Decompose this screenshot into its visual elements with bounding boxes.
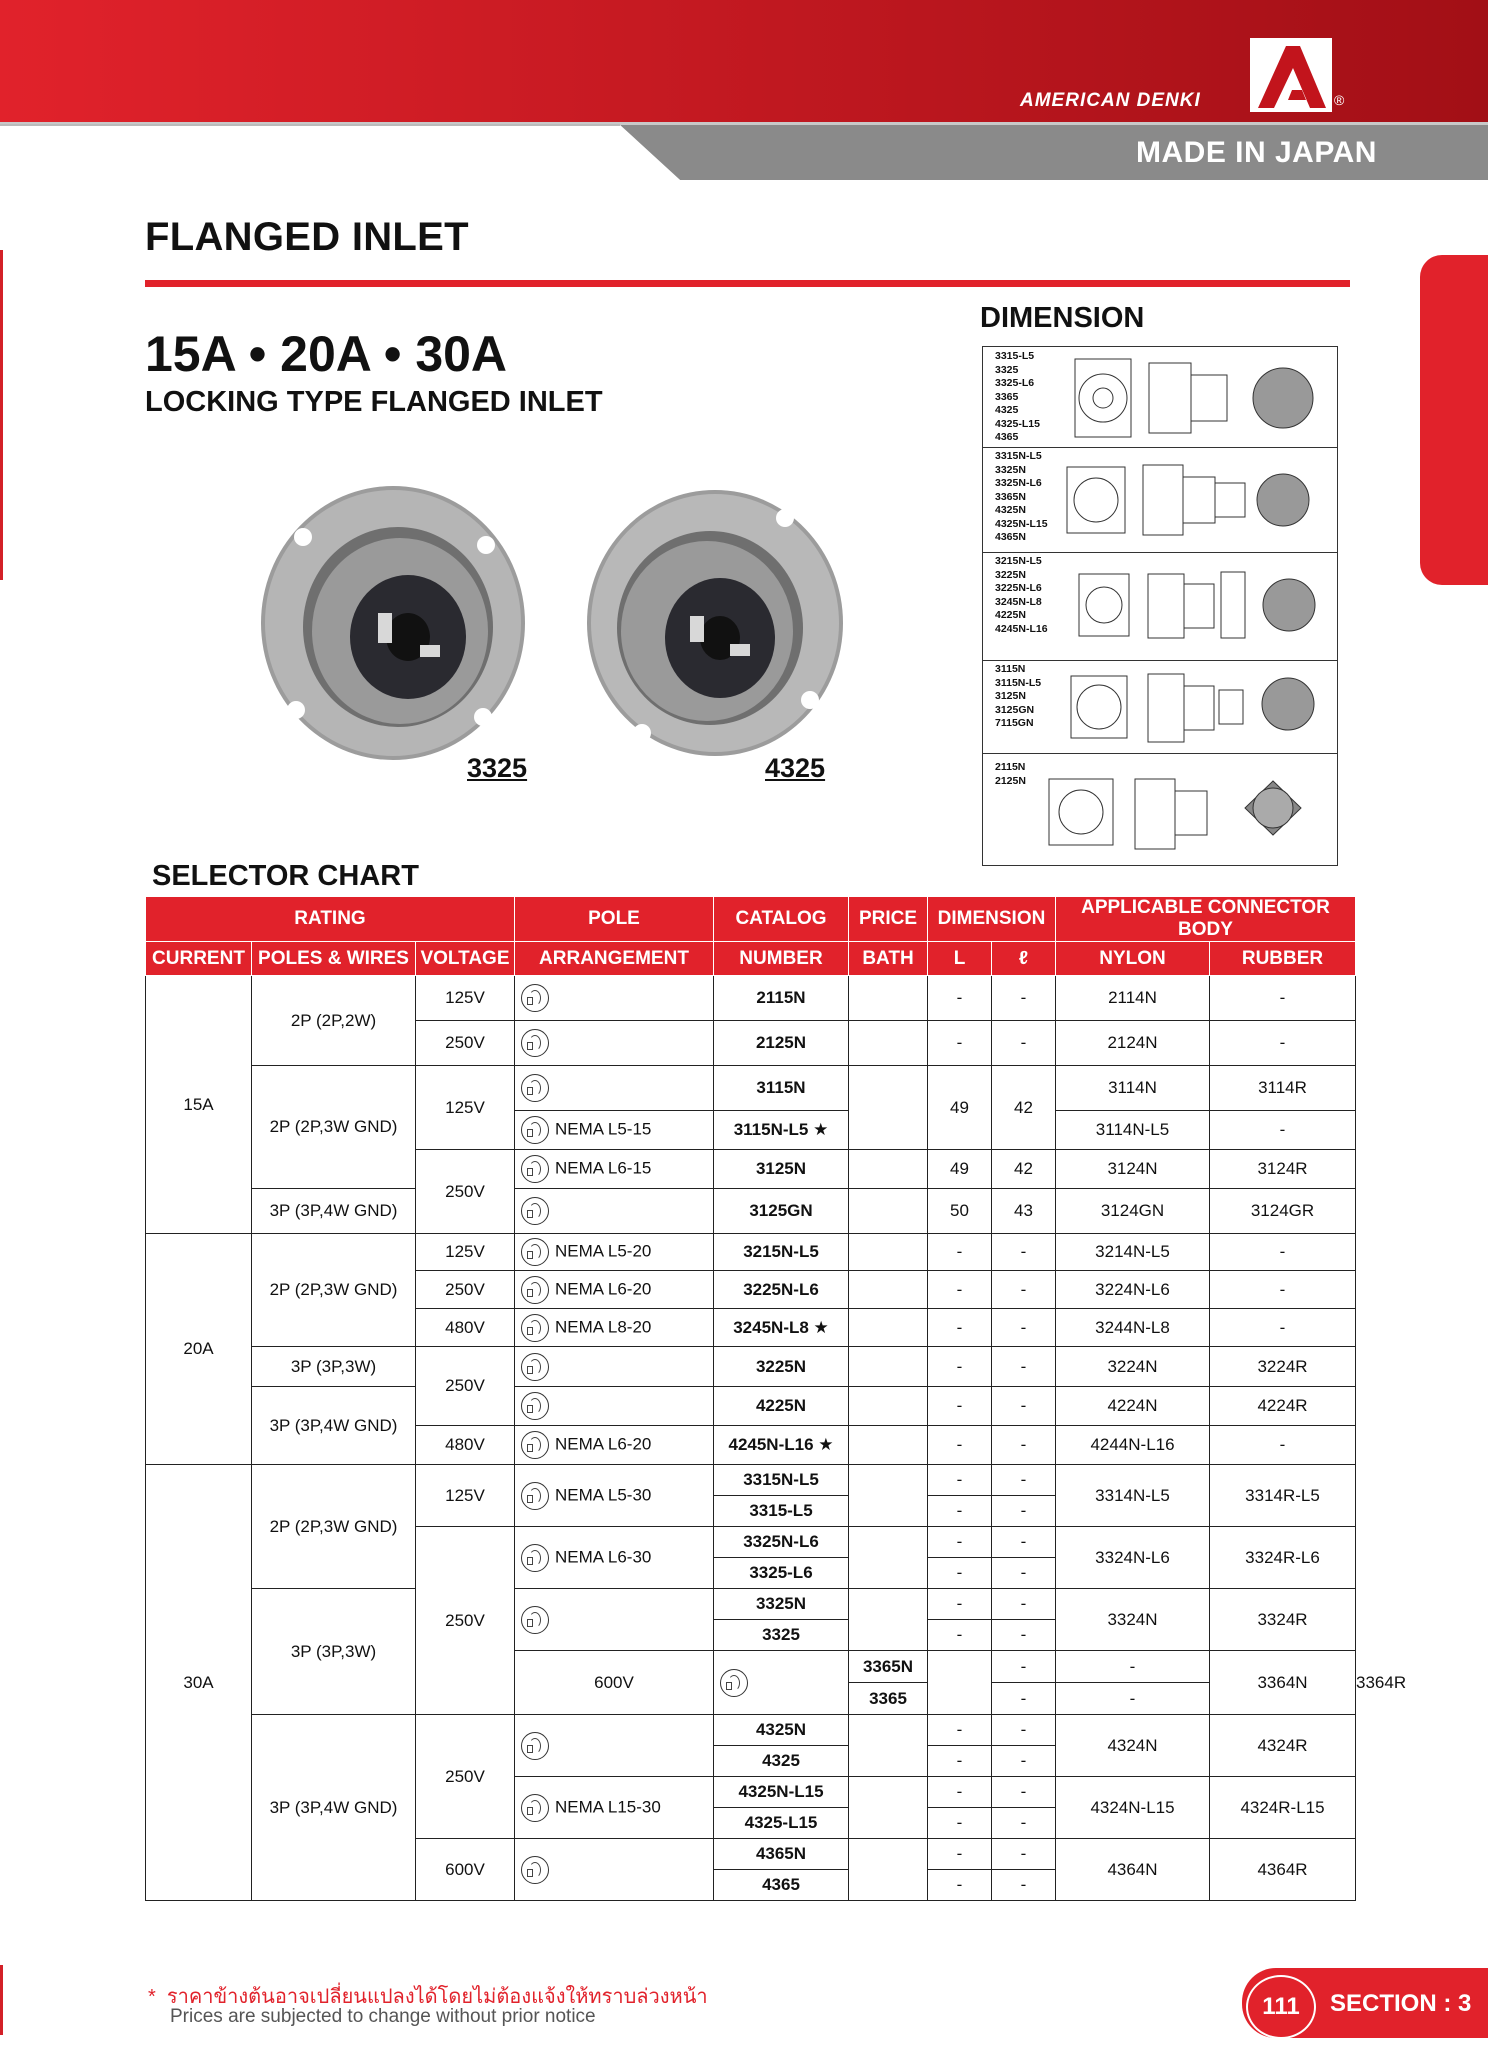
price-cell bbox=[849, 1189, 928, 1234]
pole-arrangement-icon bbox=[521, 1856, 549, 1884]
rubber-cell: 4324R-L15 bbox=[1210, 1777, 1356, 1839]
rubber-cell: - bbox=[1210, 976, 1356, 1021]
voltage-cell: 125V bbox=[416, 1234, 515, 1271]
diml-cell: - bbox=[992, 1620, 1056, 1651]
nylon-cell: 3364N bbox=[1210, 1651, 1356, 1715]
dimension-drawing bbox=[983, 552, 1337, 660]
header-rubber: RUBBER bbox=[1210, 942, 1356, 976]
nylon-cell: 4364N bbox=[1056, 1839, 1210, 1901]
table-header-row-1 bbox=[146, 897, 1356, 942]
pole-cell bbox=[515, 1271, 714, 1309]
price-cell bbox=[849, 1150, 928, 1189]
poles-cell: 3P (3P,3W) bbox=[252, 1347, 416, 1387]
table-row bbox=[146, 976, 1356, 1021]
pole-arrangement-icon bbox=[521, 1606, 549, 1634]
page-title: FLANGED INLET bbox=[145, 215, 469, 259]
product-subtitle: LOCKING TYPE FLANGED INLET bbox=[145, 386, 603, 418]
diml-cell: - bbox=[992, 1234, 1056, 1271]
header-dimension: DIMENSION bbox=[928, 897, 1056, 942]
pole-cell bbox=[515, 1234, 714, 1271]
dimL-cell: 50 bbox=[928, 1189, 992, 1234]
header-poles-wires: POLES & WIRES bbox=[252, 942, 416, 976]
diml-cell: - bbox=[1056, 1651, 1210, 1683]
nylon-cell: 3124GN bbox=[1056, 1189, 1210, 1234]
nylon-cell: 3224N-L6 bbox=[1056, 1271, 1210, 1309]
header-voltage: VOLTAGE bbox=[416, 942, 515, 976]
price-cell bbox=[849, 1839, 928, 1901]
price-cell bbox=[849, 976, 928, 1021]
rubber-cell: 3124GR bbox=[1210, 1189, 1356, 1234]
poles-cell: 3P (3P,4W GND) bbox=[252, 1189, 416, 1234]
nema-label: NEMA L6-20 bbox=[555, 1434, 652, 1454]
dimension-group-3 bbox=[983, 552, 1337, 661]
diml-cell: - bbox=[992, 1271, 1056, 1309]
dimL-cell: - bbox=[928, 1426, 992, 1465]
rubber-cell: 3124R bbox=[1210, 1150, 1356, 1189]
pole-arrangement-icon bbox=[521, 1353, 549, 1381]
product-photo-4325 bbox=[580, 488, 850, 763]
dimL-cell: - bbox=[928, 976, 992, 1021]
poles-cell: 2P (2P,2W) bbox=[252, 976, 416, 1066]
price-cell bbox=[849, 1347, 928, 1387]
diml-cell: - bbox=[992, 976, 1056, 1021]
diml-cell: - bbox=[992, 1387, 1056, 1426]
nylon-cell: 3224N bbox=[1056, 1347, 1210, 1387]
diml-cell: 43 bbox=[992, 1189, 1056, 1234]
rubber-cell: - bbox=[1210, 1309, 1356, 1347]
catalog-cell: 4365 bbox=[714, 1870, 849, 1901]
pole-cell bbox=[515, 1715, 714, 1777]
section-side-tab bbox=[1420, 255, 1488, 585]
pole-arrangement-icon bbox=[521, 1276, 549, 1304]
diml-cell: - bbox=[992, 1426, 1056, 1465]
pole-cell bbox=[515, 1189, 714, 1234]
nema-label: NEMA L6-20 bbox=[555, 1278, 652, 1298]
catalog-cell: 3325-L6 bbox=[714, 1558, 849, 1589]
diml-cell: 42 bbox=[992, 1150, 1056, 1189]
dimension-catalogs: 2115N 2125N bbox=[995, 761, 1026, 787]
catalog-cell: 3315-L5 bbox=[714, 1496, 849, 1527]
diml-cell: - bbox=[992, 1715, 1056, 1746]
rubber-cell: - bbox=[1210, 1234, 1356, 1271]
catalog-cell: 4365N bbox=[714, 1839, 849, 1870]
pole-arrangement-icon bbox=[521, 1116, 549, 1144]
header-nylon: NYLON bbox=[1056, 942, 1210, 976]
diml-cell: - bbox=[992, 1808, 1056, 1839]
voltage-cell: 600V bbox=[416, 1839, 515, 1901]
poles-cell: 3P (3P,4W GND) bbox=[252, 1715, 416, 1901]
catalog-cell: 4325N-L15 bbox=[714, 1777, 849, 1808]
rubber-cell: 3114R bbox=[1210, 1066, 1356, 1111]
dimL-cell: - bbox=[928, 1620, 992, 1651]
voltage-cell: 600V bbox=[515, 1651, 714, 1715]
nylon-cell: 4324N bbox=[1056, 1715, 1210, 1777]
dimL-cell: - bbox=[928, 1870, 992, 1901]
pole-arrangement-icon bbox=[521, 984, 549, 1012]
diml-cell: - bbox=[992, 1558, 1056, 1589]
diml-cell: - bbox=[992, 1746, 1056, 1777]
nylon-cell: 3324N-L6 bbox=[1056, 1527, 1210, 1589]
dimension-drawings bbox=[982, 346, 1338, 866]
catalog-cell: 3315N-L5 bbox=[714, 1465, 849, 1496]
current-cell: 20A bbox=[146, 1234, 252, 1465]
catalog-cell: 3125GN bbox=[714, 1189, 849, 1234]
catalog-cell: 2125N bbox=[714, 1021, 849, 1066]
header-bath: BATH bbox=[849, 942, 928, 976]
current-cell: 15A bbox=[146, 976, 252, 1234]
nylon-cell: 3214N-L5 bbox=[1056, 1234, 1210, 1271]
rubber-cell: 3324R bbox=[1210, 1589, 1356, 1651]
nylon-cell: 2114N bbox=[1056, 976, 1210, 1021]
product-label-3325: 3325 bbox=[467, 753, 528, 783]
poles-cell: 2P (2P,3W GND) bbox=[252, 1066, 416, 1189]
product-label-4325: 4325 bbox=[765, 753, 826, 783]
header-l: ℓ bbox=[992, 942, 1056, 976]
nylon-cell: 3324N bbox=[1056, 1589, 1210, 1651]
current-cell: 30A bbox=[146, 1465, 252, 1901]
price-cell bbox=[849, 1021, 928, 1066]
nylon-cell: 2124N bbox=[1056, 1021, 1210, 1066]
catalog-cell: 3225N bbox=[714, 1347, 849, 1387]
dimL-cell: - bbox=[928, 1808, 992, 1839]
nylon-cell: 3244N-L8 bbox=[1056, 1309, 1210, 1347]
dimension-group-4 bbox=[983, 660, 1337, 754]
nema-label: NEMA L6-30 bbox=[555, 1546, 652, 1566]
price-cell bbox=[849, 1715, 928, 1777]
dimL-cell: - bbox=[928, 1271, 992, 1309]
header-current: CURRENT bbox=[146, 942, 252, 976]
table-row bbox=[146, 1715, 1356, 1746]
pole-arrangement-icon bbox=[521, 1392, 549, 1420]
diml-cell: - bbox=[992, 1496, 1056, 1527]
voltage-cell: 125V bbox=[416, 1465, 515, 1527]
poles-cell: 3P (3P,3W) bbox=[252, 1589, 416, 1715]
catalog-cell: 4325N bbox=[714, 1715, 849, 1746]
dimL-cell: - bbox=[928, 1715, 992, 1746]
diml-cell: - bbox=[992, 1777, 1056, 1808]
pole-cell bbox=[515, 1465, 714, 1527]
header-catalog: CATALOG bbox=[714, 897, 849, 942]
dimL-cell: - bbox=[928, 1777, 992, 1808]
voltage-cell: 125V bbox=[416, 976, 515, 1021]
poles-cell: 3P (3P,4W GND) bbox=[252, 1387, 416, 1465]
voltage-cell: 250V bbox=[416, 1021, 515, 1066]
table-row bbox=[146, 1189, 1356, 1234]
selector-chart-title: SELECTOR CHART bbox=[152, 860, 419, 892]
table-row bbox=[146, 1347, 1356, 1387]
dimension-catalogs: 3115N 3115N-L5 3125N 3125GN 7115GN bbox=[995, 663, 1042, 729]
rubber-cell: 3314R-L5 bbox=[1210, 1465, 1356, 1527]
dimension-drawing bbox=[983, 753, 1337, 865]
table-row bbox=[146, 1589, 1356, 1620]
nylon-cell: 3124N bbox=[1056, 1150, 1210, 1189]
diml-cell: - bbox=[992, 1347, 1056, 1387]
thai-note-text: ราคาข้างต้นอาจเปลี่ยนแปลงได้โดยไม่ต้องแจ้งให้ทราบล่วงหน้า bbox=[166, 1986, 708, 2008]
dimL-cell: - bbox=[928, 1527, 992, 1558]
pole-arrangement-icon bbox=[521, 1431, 549, 1459]
dimL-cell: - bbox=[928, 1347, 992, 1387]
dimension-catalogs: 3315N-L5 3325N 3325N-L6 3365N 4325N 4325N-L15 4365N bbox=[995, 450, 1048, 543]
dimL-cell: - bbox=[992, 1651, 1056, 1683]
pole-cell bbox=[515, 1347, 714, 1387]
dimension-group-1 bbox=[983, 347, 1337, 448]
dimension-drawing bbox=[983, 447, 1337, 552]
pole-arrangement-icon bbox=[521, 1197, 549, 1225]
dimL-cell: - bbox=[928, 1387, 992, 1426]
price-cell bbox=[849, 1271, 928, 1309]
rubber-cell: 4224R bbox=[1210, 1387, 1356, 1426]
left-edge-marker bbox=[0, 250, 3, 580]
price-cell bbox=[849, 1465, 928, 1527]
pole-arrangement-icon bbox=[521, 1544, 549, 1572]
catalog-cell: 3125N bbox=[714, 1150, 849, 1189]
rubber-cell: - bbox=[1210, 1426, 1356, 1465]
diml-cell: - bbox=[992, 1589, 1056, 1620]
pole-cell bbox=[515, 1527, 714, 1589]
dimL-cell: - bbox=[928, 1496, 992, 1527]
header-number: NUMBER bbox=[714, 942, 849, 976]
pole-arrangement-icon bbox=[720, 1669, 748, 1697]
nema-label: NEMA L5-15 bbox=[555, 1119, 652, 1139]
nema-label: NEMA L6-15 bbox=[555, 1158, 652, 1178]
diml-cell: - bbox=[992, 1021, 1056, 1066]
pole-cell bbox=[515, 1426, 714, 1465]
table-row bbox=[146, 1387, 1356, 1426]
rubber-cell: 3224R bbox=[1210, 1347, 1356, 1387]
product-photo-3325 bbox=[258, 485, 528, 765]
pole-cell bbox=[515, 1111, 714, 1150]
pole-cell bbox=[515, 1839, 714, 1901]
dimL-cell: - bbox=[992, 1683, 1056, 1715]
dimL-cell: - bbox=[928, 1465, 992, 1496]
rubber-cell: 4364R bbox=[1210, 1839, 1356, 1901]
pole-arrangement-icon bbox=[521, 1482, 549, 1510]
poles-cell: 2P (2P,3W GND) bbox=[252, 1465, 416, 1589]
rubber-cell: - bbox=[1210, 1111, 1356, 1150]
title-divider bbox=[145, 280, 1350, 287]
catalog-cell: 3245N-L8 ★ bbox=[714, 1309, 849, 1347]
rubber-cell: - bbox=[1210, 1021, 1356, 1066]
nema-label: NEMA L5-20 bbox=[555, 1241, 652, 1261]
header-L: L bbox=[928, 942, 992, 976]
pole-arrangement-icon bbox=[521, 1029, 549, 1057]
nylon-cell: 3314N-L5 bbox=[1056, 1465, 1210, 1527]
page-number: 111 bbox=[1246, 1975, 1316, 2039]
header-connector: APPLICABLE CONNECTOR BODY bbox=[1056, 897, 1356, 942]
voltage-cell: 250V bbox=[416, 1527, 515, 1715]
dimL-cell: - bbox=[928, 1309, 992, 1347]
footer-english-note: Prices are subjected to change without prior notice bbox=[170, 2006, 596, 2027]
dimL-cell: 49 bbox=[928, 1150, 992, 1189]
section-label: SECTION : 3 bbox=[1330, 1990, 1472, 2017]
catalog-cell: 4325-L15 bbox=[714, 1808, 849, 1839]
pole-cell bbox=[515, 1021, 714, 1066]
pole-arrangement-icon bbox=[521, 1732, 549, 1760]
price-cell bbox=[849, 1066, 928, 1150]
price-cell bbox=[849, 1309, 928, 1347]
dimension-drawing bbox=[983, 660, 1337, 753]
catalog-cell: 3325N bbox=[714, 1589, 849, 1620]
catalog-cell: 4325 bbox=[714, 1746, 849, 1777]
catalog-cell: 4225N bbox=[714, 1387, 849, 1426]
diml-cell: - bbox=[992, 1870, 1056, 1901]
left-edge-marker-bottom bbox=[0, 1965, 3, 2035]
diml-cell: 42 bbox=[992, 1066, 1056, 1150]
voltage-cell: 250V bbox=[416, 1271, 515, 1309]
diml-cell: - bbox=[992, 1839, 1056, 1870]
dimL-cell: - bbox=[928, 1589, 992, 1620]
voltage-cell: 480V bbox=[416, 1309, 515, 1347]
dimL-cell: 49 bbox=[928, 1066, 992, 1150]
catalog-cell: 2115N bbox=[714, 976, 849, 1021]
pole-cell bbox=[515, 1150, 714, 1189]
dimL-cell: - bbox=[928, 1021, 992, 1066]
catalog-cell: 3215N-L5 bbox=[714, 1234, 849, 1271]
table-row bbox=[146, 1465, 1356, 1496]
dimension-catalogs: 3215N-L5 3225N 3225N-L6 3245N-L8 4225N 4245N-L16 bbox=[995, 555, 1048, 635]
nema-label: NEMA L5-30 bbox=[555, 1484, 652, 1504]
dimension-group-5 bbox=[983, 753, 1337, 865]
dimension-group-2 bbox=[983, 447, 1337, 553]
dimL-cell: - bbox=[928, 1558, 992, 1589]
pole-cell bbox=[714, 1651, 849, 1715]
rubber-cell: 3324R-L6 bbox=[1210, 1527, 1356, 1589]
table-row bbox=[146, 1234, 1356, 1271]
nylon-cell: 4224N bbox=[1056, 1387, 1210, 1426]
catalog-cell: 3365N bbox=[849, 1651, 928, 1683]
registered-mark: ® bbox=[1334, 92, 1345, 108]
price-cell bbox=[928, 1651, 992, 1715]
table-row: 600V 3365N - - 3364N 3364R bbox=[146, 1651, 1356, 1683]
footnote-asterisk: * bbox=[148, 1986, 156, 2008]
pole-cell bbox=[515, 1777, 714, 1839]
pole-arrangement-icon bbox=[521, 1155, 549, 1183]
table-row bbox=[146, 1066, 1356, 1111]
voltage-cell: 125V bbox=[416, 1066, 515, 1150]
header-price: PRICE bbox=[849, 897, 928, 942]
header-arrangement: ARRANGEMENT bbox=[515, 942, 714, 976]
dimension-drawing bbox=[983, 347, 1337, 447]
catalog-cell: 3115N-L5 ★ bbox=[714, 1111, 849, 1150]
pole-cell bbox=[515, 1589, 714, 1651]
table-header-row-2 bbox=[146, 942, 1356, 976]
amperage-title: 15A • 20A • 30A bbox=[145, 326, 508, 382]
pole-arrangement-icon bbox=[521, 1314, 549, 1342]
nema-label: NEMA L8-20 bbox=[555, 1316, 652, 1336]
dimension-catalogs: 3315-L5 3325 3325-L6 3365 4325 4325-L15 4365 bbox=[995, 350, 1040, 443]
nylon-cell: 3114N-L5 bbox=[1056, 1111, 1210, 1150]
price-cell bbox=[849, 1777, 928, 1839]
dimL-cell: - bbox=[928, 1234, 992, 1271]
selector-table bbox=[145, 896, 1407, 1901]
rubber-cell: 4324R bbox=[1210, 1715, 1356, 1777]
made-in-japan: MADE IN JAPAN bbox=[1136, 136, 1377, 169]
catalog-cell: 4245N-L16 ★ bbox=[714, 1426, 849, 1465]
price-cell bbox=[849, 1387, 928, 1426]
catalog-cell: 3325N-L6 bbox=[714, 1527, 849, 1558]
catalog-cell: 3325 bbox=[714, 1620, 849, 1651]
diml-cell: - bbox=[1056, 1683, 1210, 1715]
voltage-cell: 250V bbox=[416, 1715, 515, 1839]
voltage-cell: 250V bbox=[416, 1347, 515, 1426]
pole-cell bbox=[515, 1387, 714, 1426]
header-pole: POLE bbox=[515, 897, 714, 942]
pole-cell bbox=[515, 1309, 714, 1347]
diml-cell: - bbox=[992, 1309, 1056, 1347]
nylon-cell: 3114N bbox=[1056, 1066, 1210, 1111]
price-cell bbox=[849, 1527, 928, 1589]
catalog-cell: 3225N-L6 bbox=[714, 1271, 849, 1309]
price-cell bbox=[849, 1234, 928, 1271]
dimension-title: DIMENSION bbox=[980, 302, 1145, 334]
diml-cell: - bbox=[992, 1465, 1056, 1496]
nylon-cell: 4244N-L16 bbox=[1056, 1426, 1210, 1465]
pole-arrangement-icon bbox=[521, 1238, 549, 1266]
brand-name: AMERICAN DENKI bbox=[1020, 90, 1201, 111]
nylon-cell: 4324N-L15 bbox=[1056, 1777, 1210, 1839]
voltage-cell: 250V bbox=[416, 1150, 515, 1234]
brand-logo-icon bbox=[1250, 38, 1332, 112]
rubber-cell: - bbox=[1210, 1271, 1356, 1309]
catalog-cell: 3115N bbox=[714, 1066, 849, 1111]
header-rating: RATING bbox=[146, 897, 515, 942]
pole-arrangement-icon bbox=[521, 1794, 549, 1822]
dimL-cell: - bbox=[928, 1746, 992, 1777]
poles-cell: 2P (2P,3W GND) bbox=[252, 1234, 416, 1347]
pole-arrangement-icon bbox=[521, 1074, 549, 1102]
voltage-cell: 480V bbox=[416, 1426, 515, 1465]
diml-cell: - bbox=[992, 1527, 1056, 1558]
pole-cell bbox=[515, 1066, 714, 1111]
price-cell bbox=[849, 1426, 928, 1465]
pole-cell bbox=[515, 976, 714, 1021]
nema-label: NEMA L15-30 bbox=[555, 1796, 661, 1816]
price-cell bbox=[849, 1589, 928, 1651]
dimL-cell: - bbox=[928, 1839, 992, 1870]
catalog-cell: 3365 bbox=[849, 1683, 928, 1715]
